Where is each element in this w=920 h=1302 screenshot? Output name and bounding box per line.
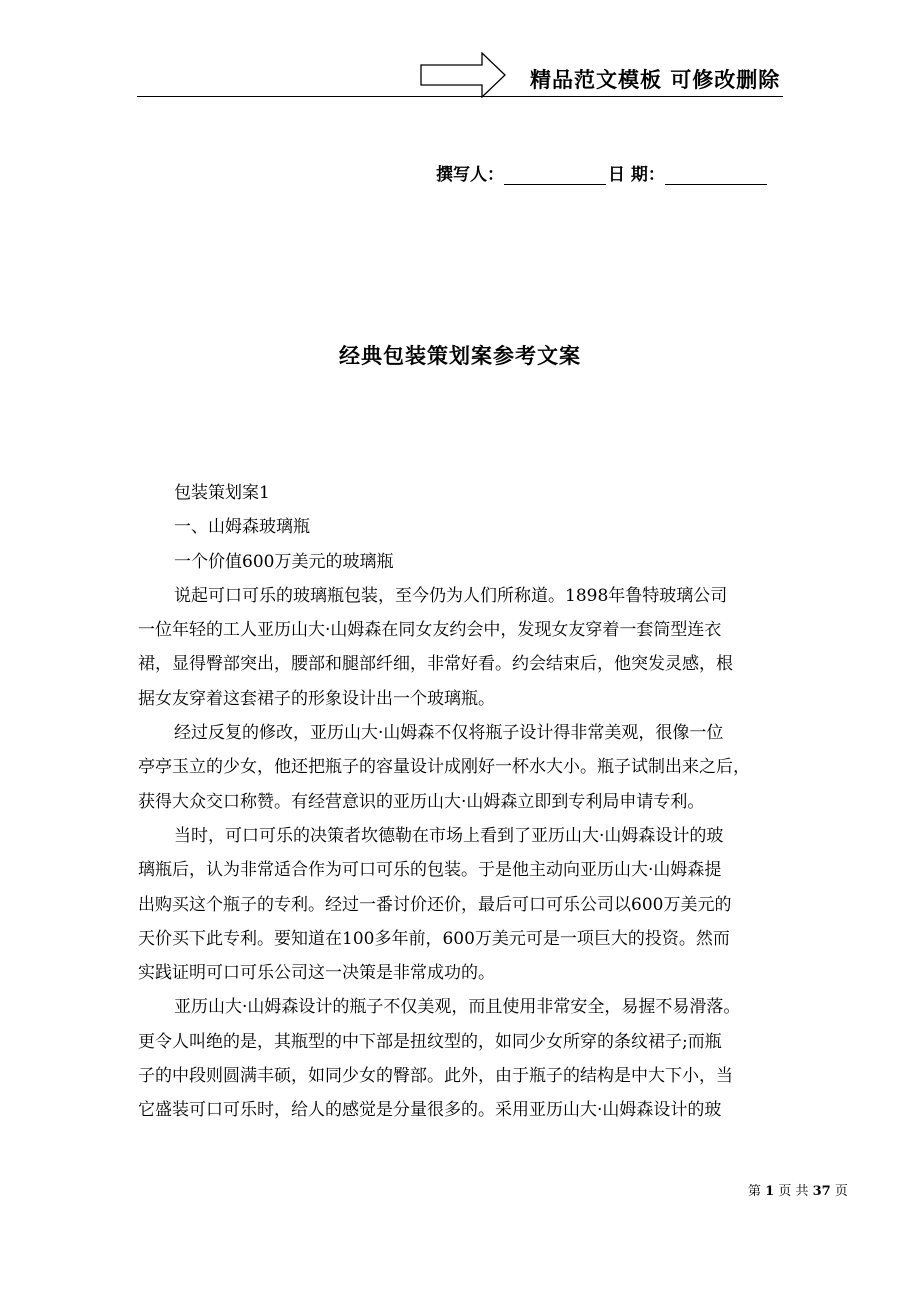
body-line: 实践证明可口可乐公司这一决策是非常成功的。 xyxy=(138,963,495,984)
arrow-icon xyxy=(420,52,506,98)
body-line: 据女友穿着这套裙子的形象设计出一个玻璃瓶。 xyxy=(138,688,495,709)
body-line: 一个价值600万美元的玻璃瓶 xyxy=(174,551,394,572)
footer-mid: 页 共 xyxy=(778,1184,809,1199)
header-banner: 精品范文模板 可修改删除 xyxy=(530,68,781,92)
body-line: 一、山姆森玻璃瓶 xyxy=(174,517,310,538)
author-blank xyxy=(504,165,606,185)
date-label: 日 期： xyxy=(608,165,665,185)
footer-pre: 第 xyxy=(748,1184,762,1199)
document-title: 经典包装策划案参考文案 xyxy=(339,344,581,368)
body-line: 亭亭玉立的少女，他还把瓶子的容量设计成刚好一杯水大小。瓶子试制出来之后， xyxy=(138,757,750,778)
body-line: 裙，显得臀部突出，腰部和腿部纤细，非常好看。约会结束后，他突发灵感，根 xyxy=(138,654,733,675)
body-line: 它盛装可口可乐时，给人的感觉是分量很多的。采用亚历山大·山姆森设计的玻 xyxy=(138,1100,722,1121)
body-line: 天价买下此专利。要知道在100多年前，600万美元可是一项巨大的投资。然而 xyxy=(138,928,730,949)
body-line: 璃瓶后，认为非常适合作为可口可乐的包装。于是他主动向亚历山大·山姆森提 xyxy=(138,860,722,881)
body-line: 获得大众交口称赞。有经营意识的亚历山大·山姆森立即到专利局申请专利。 xyxy=(138,791,705,812)
page-number: 1 xyxy=(765,1184,775,1199)
document-body xyxy=(138,476,786,1128)
body-line: 一位年轻的工人亚历山大·山姆森在同女友约会中，发现女友穿着一套筒型连衣 xyxy=(138,620,722,641)
body-line: 子的中段则圆满丰硕，如同少女的臀部。此外，由于瓶子的结构是中大下小，当 xyxy=(138,1066,733,1087)
body-line: 出购买这个瓶子的专利。经过一番讨价还价，最后可口可乐公司以600万美元的 xyxy=(138,894,732,915)
body-line: 更令人叫绝的是，其瓶型的中下部是扭纹型的，如同少女所穿的条纹裙子;而瓶 xyxy=(138,1031,722,1052)
body-line: 经过反复的修改，亚历山大·山姆森不仅将瓶子设计得非常美观，很像一位 xyxy=(174,723,724,744)
page-footer xyxy=(748,1180,848,1199)
date-blank xyxy=(665,165,767,185)
body-line: 亚历山大·山姆森设计的瓶子不仅美观，而且使用非常安全，易握不易滑落。 xyxy=(174,997,741,1018)
body-line: 包装策划案1 xyxy=(174,483,270,503)
meta-line xyxy=(436,160,767,185)
header-rule xyxy=(137,96,783,97)
page-total: 37 xyxy=(812,1184,831,1199)
footer-post: 页 xyxy=(834,1184,848,1199)
body-line: 当时，可口可乐的决策者坎德勒在市场上看到了亚历山大·山姆森设计的玻 xyxy=(174,825,724,846)
body-line: 说起可口可乐的玻璃瓶包装，至今仍为人们所称道。1898年鲁特玻璃公司 xyxy=(174,585,728,606)
author-label: 撰写人： xyxy=(436,165,504,185)
